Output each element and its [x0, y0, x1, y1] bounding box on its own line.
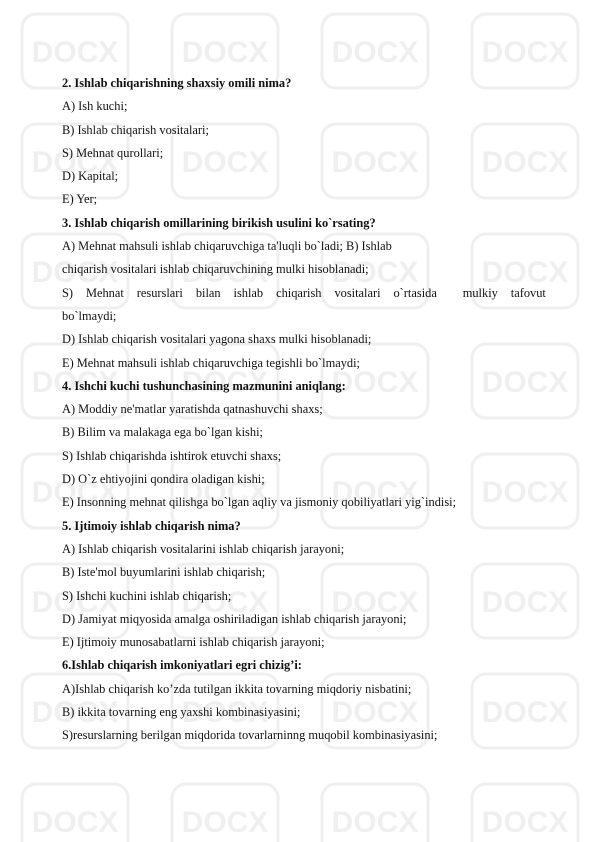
answer-option: S) Ishchi kuchini ishlab chiqarish;	[62, 588, 232, 603]
question-title: 4. Ishchi kuchi tushunchasining mazmunini aniqlang:	[62, 378, 346, 393]
answer-option: A) Mehnat mahsuli ishlab chiqaruvchiga ta'luqli bo`ladi; B) Ishlab	[62, 239, 392, 254]
answer-option: A) Ishlab chiqarish vositalarini ishlab chiqarish jarayoni;	[62, 541, 345, 556]
option-word: vositalari	[334, 285, 381, 300]
option-word: chiqarish	[276, 285, 322, 300]
option-word: tafovut	[510, 285, 546, 300]
option-word: bilan	[195, 285, 221, 300]
answer-option: B) Ishlab chiqarish vositalari;	[62, 122, 209, 137]
answer-option: A)Ishlab chiqarish ko’zda tutilgan ikkita tovarning miqdoriy nisbatini;	[62, 681, 412, 696]
answer-option: A) Moddiy ne'matlar yaratishda qatnashuvchi shaxs;	[62, 402, 323, 417]
option-word: ishlab	[233, 285, 264, 300]
answer-option: B) ikkita tovarning eng yaxshi kombinasiyasini;	[62, 705, 301, 720]
answer-option: S) Mehnat qurollari;	[62, 145, 164, 160]
option-word: Mehnat	[85, 285, 124, 300]
answer-option: A) Ish kuchi;	[62, 99, 128, 114]
option-word: resurslari	[136, 285, 183, 300]
question-title: 5. Ijtimoiy ishlab chiqarish nima?	[62, 518, 241, 533]
option-word: mulkiy	[462, 285, 498, 300]
answer-option: B) Iste'mol buyumlarini ishlab chiqarish;	[62, 565, 266, 580]
answer-option: E) Yer;	[62, 192, 98, 207]
answer-option: D) O`z ehtiyojini qondira oladigan kishi;	[62, 472, 265, 487]
option-word: o`rtasida	[393, 285, 437, 300]
answer-option: S)resurslarning berilgan miqdorida tovarlarninng muqobil kombinasiyasini;	[62, 728, 438, 743]
question-title: 6.Ishlab chiqarish imkoniyatlari egri chizig’i:	[62, 658, 302, 673]
question-title: 3. Ishlab chiqarish omillarining birikish usulini ko`rsating?	[62, 215, 376, 230]
answer-option: chiqarish vositalari ishlab chiqaruvchining mulki hisoblanadi;	[62, 262, 369, 277]
answer-option: E) Mehnat mahsuli ishlab chiqaruvchiga tegishli bo`lmaydi;	[62, 355, 360, 370]
question-title: 2. Ishlab chiqarishning shaxsiy omili nima?	[62, 76, 292, 90]
answer-option: E) Insonning mehnat qilishga bo`lgan aqliy va jismoniy qobiliyatlari yig`indisi;	[62, 495, 457, 510]
answer-option-justified	[62, 282, 546, 305]
answer-option: bo`lmaydi;	[62, 308, 117, 323]
test-document	[62, 72, 550, 748]
answer-option: D) Jamiyat miqyosida amalga oshiriladigan ishlab chiqarish jarayoni;	[62, 611, 407, 626]
answer-option: D) Ishlab chiqarish vositalari yagona shaxs mulki hisoblanadi;	[62, 332, 372, 347]
option-word: S)	[62, 285, 74, 300]
answer-option: D) Kapital;	[62, 169, 119, 184]
answer-option: B) Bilim va malakaga ega bo`lgan kishi;	[62, 425, 263, 440]
answer-option: S) Ishlab chiqarishda ishtirok etuvchi shaxs;	[62, 448, 282, 463]
answer-option: E) Ijtimoiy munosabatlarni ishlab chiqarish jarayoni;	[62, 635, 325, 650]
